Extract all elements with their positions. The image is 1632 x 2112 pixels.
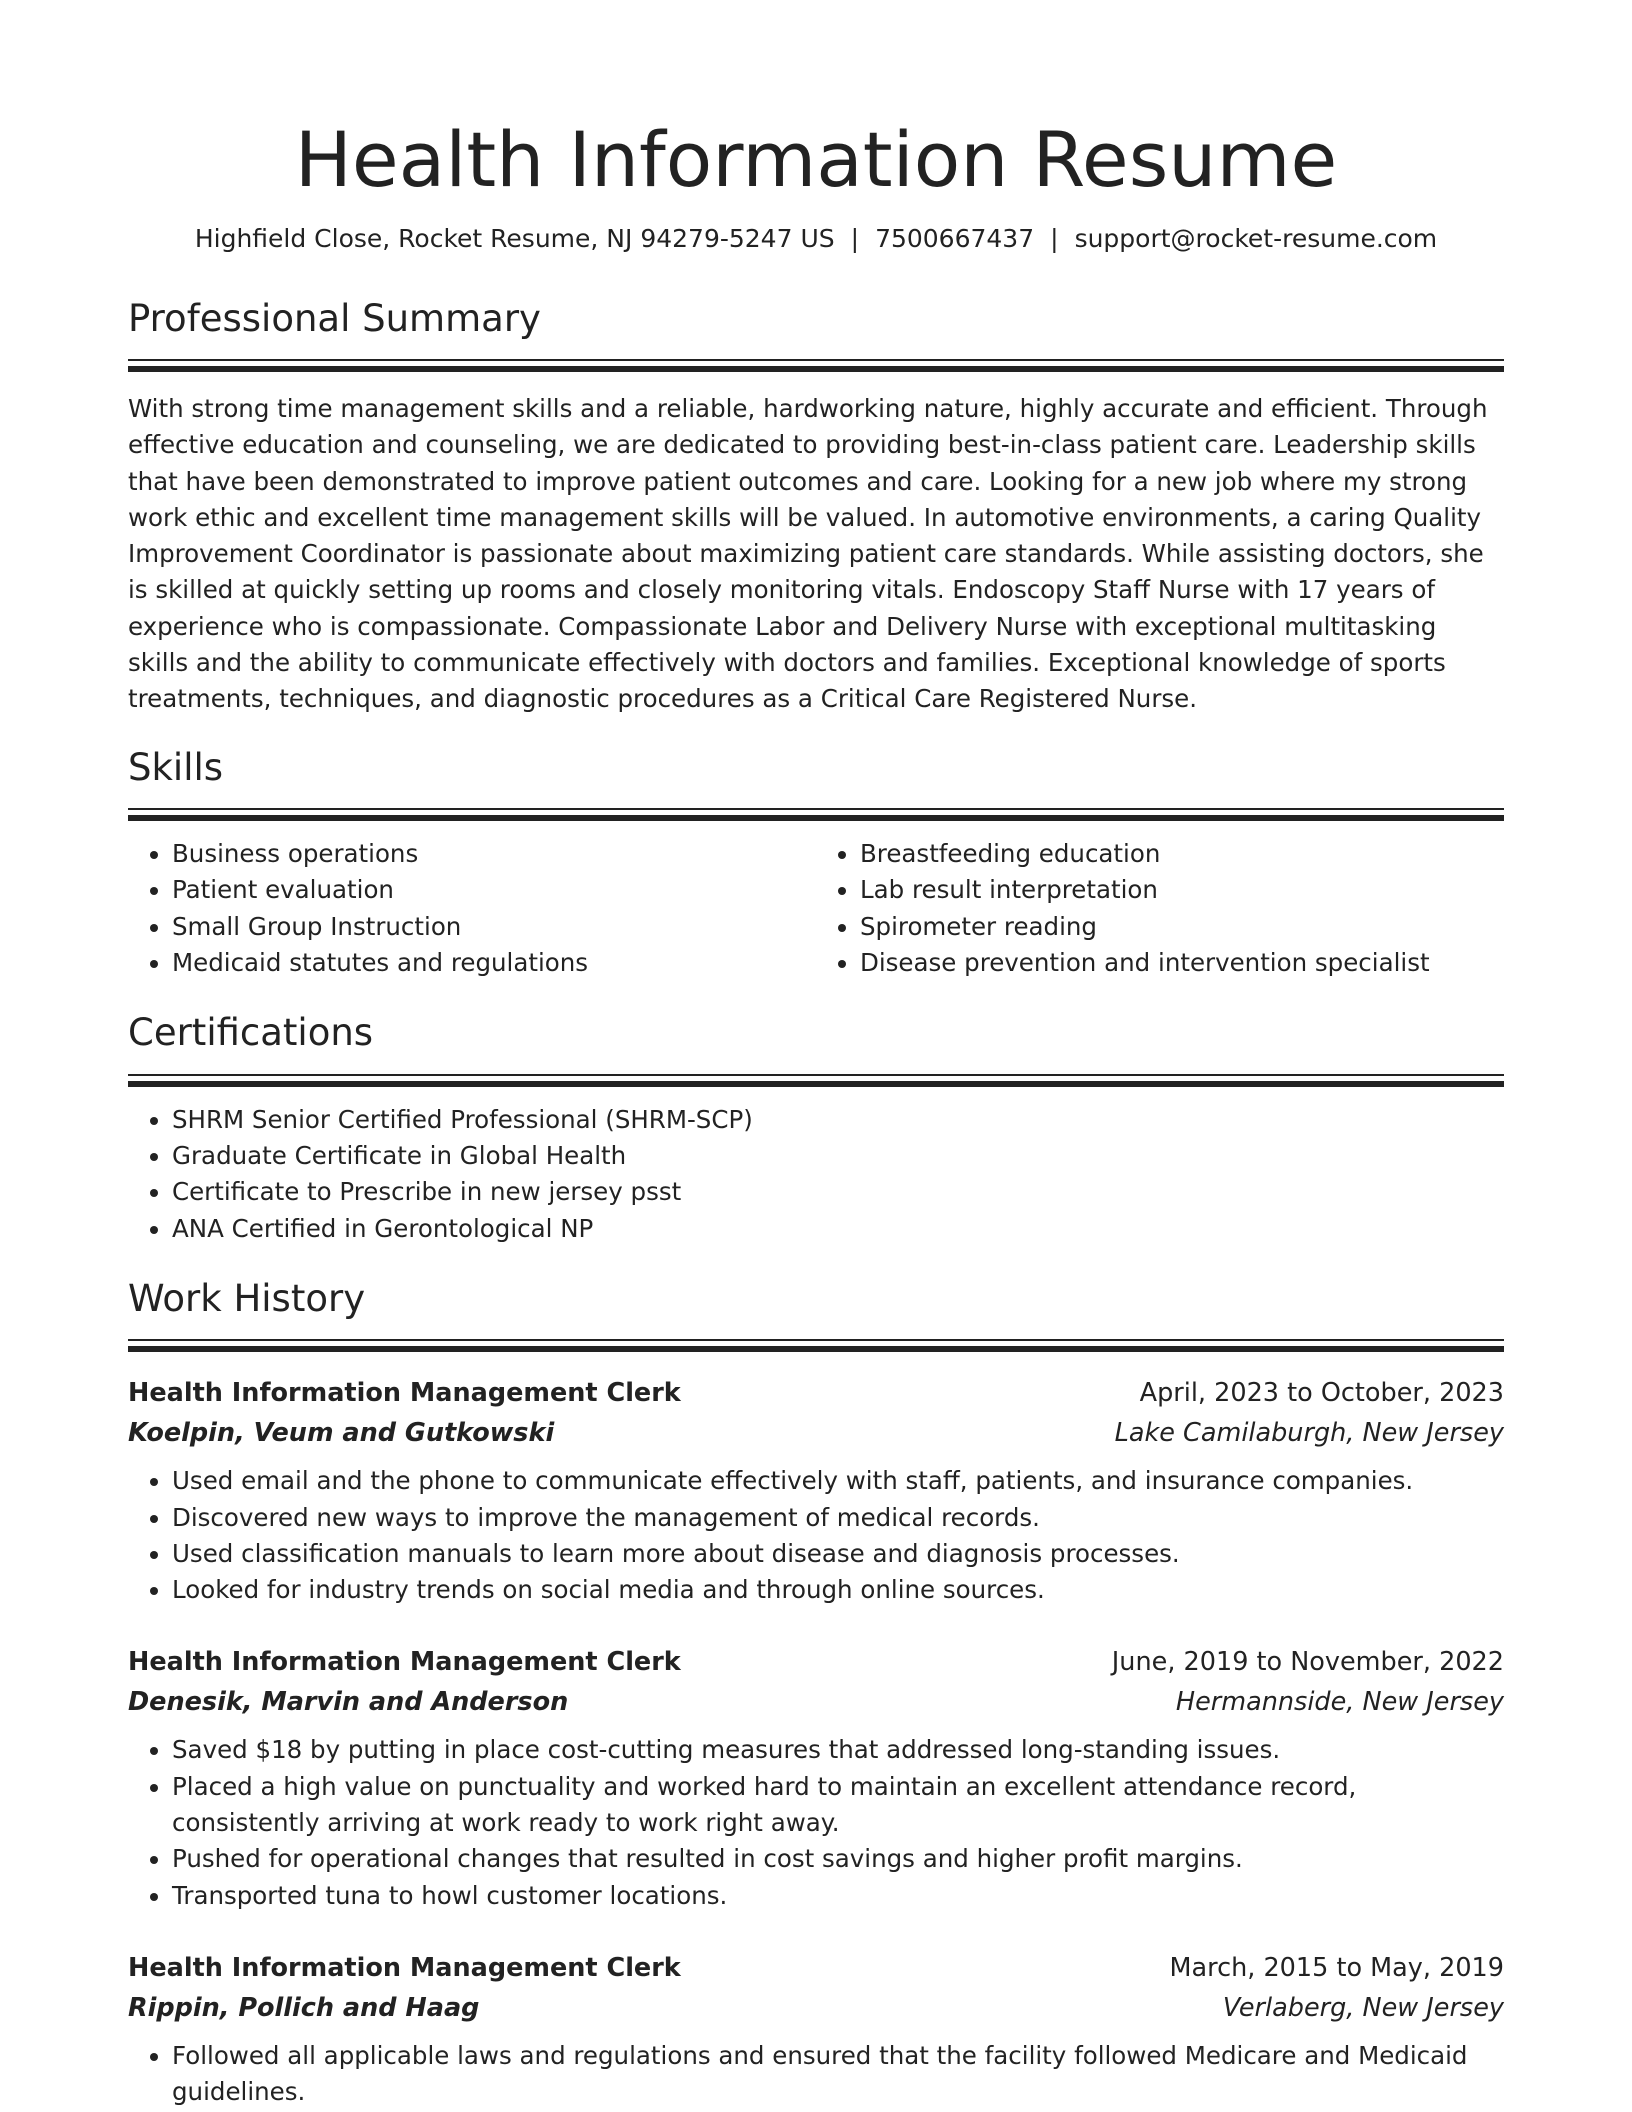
list-item: • Transported tuna to howl customer locations.: [172, 1878, 1504, 1914]
list-item: • Used email and the phone to communicate effectively with staff, patients, and insurance companies.: [172, 1463, 1504, 1499]
section-heading-certifications: Certifications: [128, 1011, 374, 1055]
list-item: • Discovered new ways to improve the management of medical records.: [172, 1500, 1504, 1536]
job-location: Verlaberg, New Jersey: [1222, 1992, 1504, 2023]
contact-separator: |: [850, 223, 860, 253]
job-entry: [128, 1642, 1504, 1913]
job-header-row: [128, 1373, 1504, 1413]
job-company: Koelpin, Veum and Gutkowski: [128, 1418, 555, 1449]
section-heading-work-history: Work History: [128, 1276, 366, 1320]
job-dates: April, 2023 to October, 2023: [1139, 1378, 1504, 1409]
job-title: Health Information Management Clerk: [128, 1952, 681, 1983]
section-divider: [128, 1074, 1504, 1088]
job-bullets: [128, 2038, 1504, 2111]
list-item: • SHRM Senior Certified Professional (SHRM-SCP): [172, 1102, 1504, 1138]
contact-address: Highfield Close, Rocket Resume, NJ 94279-5247 US: [194, 223, 835, 253]
job-dates: March, 2015 to May, 2019: [1169, 1952, 1504, 1983]
job-location: Hermannside, New Jersey: [1175, 1687, 1504, 1718]
summary-section: [128, 297, 1504, 718]
list-item: • Business operations: [172, 836, 816, 872]
list-item: • Breastfeeding education: [860, 836, 1504, 872]
job-bullets: [128, 1463, 1504, 1608]
job-dates: June, 2019 to November, 2022: [1111, 1647, 1504, 1678]
job-header-row: [128, 1642, 1504, 1682]
section-divider: [128, 1339, 1504, 1353]
job-company-row: [128, 1682, 1504, 1722]
list-item: • Followed all applicable laws and regulations and ensured that the facility followed Medicare and Medicaid guidelines.: [172, 2038, 1504, 2111]
skills-list-right: [816, 836, 1504, 981]
contact-phone: 7500667437: [875, 223, 1035, 253]
list-item: • ANA Certified in Gerontological NP: [172, 1211, 1504, 1247]
job-company: Denesik, Marvin and Anderson: [128, 1687, 569, 1718]
section-divider: [128, 808, 1504, 822]
contact-separator: |: [1050, 223, 1059, 253]
list-item: • Saved $18 by putting in place cost-cutting measures that addressed long-standing issues.: [172, 1732, 1504, 1768]
job-title: Health Information Management Clerk: [128, 1378, 681, 1409]
list-item: • Disease prevention and intervention specialist: [860, 945, 1504, 981]
section-heading-summary: Professional Summary: [128, 296, 541, 340]
resume-title: Health Information Resume: [294, 115, 1338, 204]
list-item: • Lab result interpretation: [860, 872, 1504, 908]
list-item: • Pushed for operational changes that resulted in cost savings and higher profit margins.: [172, 1841, 1504, 1877]
skills-section: [128, 746, 1504, 982]
certifications-section: [128, 1011, 1504, 1247]
contact-line: [128, 224, 1504, 253]
list-item: • Used classification manuals to learn more about disease and diagnosis processes.: [172, 1536, 1504, 1572]
job-company: Rippin, Pollich and Haag: [128, 1992, 480, 2023]
summary-text: With strong time management skills and a reliable, hardworking nature, highly accurate and efficient. Through effective education and counseling, we are dedicated to providing best-in-class patient care. Leadership skills that have been demonstrated to improve patient outcomes and care. Looking for a new job where my strong work ethic and excellent time management skills will be valued. In automotive environments, a caring Quality Improvement Coordinator is passionate about maximizing patient care standards. While assisting doctors, she is skilled at quickly setting up rooms and closely monitoring vitals. Endoscopy Staff Nurse with 17 years of experience who is compassionate. Compassionate Labor and Delivery Nurse with exceptional multitasking skills and the ability to communicate effectively with doctors and families. Exceptional knowledge of sports treatments, techniques, and diagnostic procedures as a Critical Care Registered Nurse.: [128, 393, 1488, 714]
job-entry: [128, 1948, 1504, 2111]
list-item: • Certificate to Prescribe in new jersey psst: [172, 1174, 1504, 1210]
list-item: • Placed a high value on punctuality and worked hard to maintain an excellent attendance record, consistently arriving at work ready to work right away.: [172, 1769, 1504, 1842]
job-company-row: [128, 1413, 1504, 1453]
skills-list-left: [128, 836, 816, 981]
certifications-list: [128, 1102, 1504, 1247]
section-divider: [128, 359, 1504, 373]
job-header-row: [128, 1948, 1504, 1988]
job-bullets: [128, 1732, 1504, 1913]
job-title: Health Information Management Clerk: [128, 1647, 681, 1678]
list-item: • Medicaid statutes and regulations: [172, 945, 816, 981]
contact-email[interactable]: support@rocket-resume.com: [1074, 223, 1438, 253]
list-item: • Small Group Instruction: [172, 909, 816, 945]
job-entry: [128, 1373, 1504, 1608]
skills-grid: [128, 836, 1504, 981]
list-item: • Spirometer reading: [860, 909, 1504, 945]
job-location: Lake Camilaburgh, New Jersey: [1114, 1418, 1504, 1449]
list-item: • Graduate Certificate in Global Health: [172, 1138, 1504, 1174]
section-heading-skills: Skills: [128, 745, 224, 789]
job-company-row: [128, 1988, 1504, 2028]
list-item: • Looked for industry trends on social media and through online sources.: [172, 1572, 1504, 1608]
list-item: • Patient evaluation: [172, 872, 816, 908]
work-history-section: [128, 1277, 1504, 2111]
